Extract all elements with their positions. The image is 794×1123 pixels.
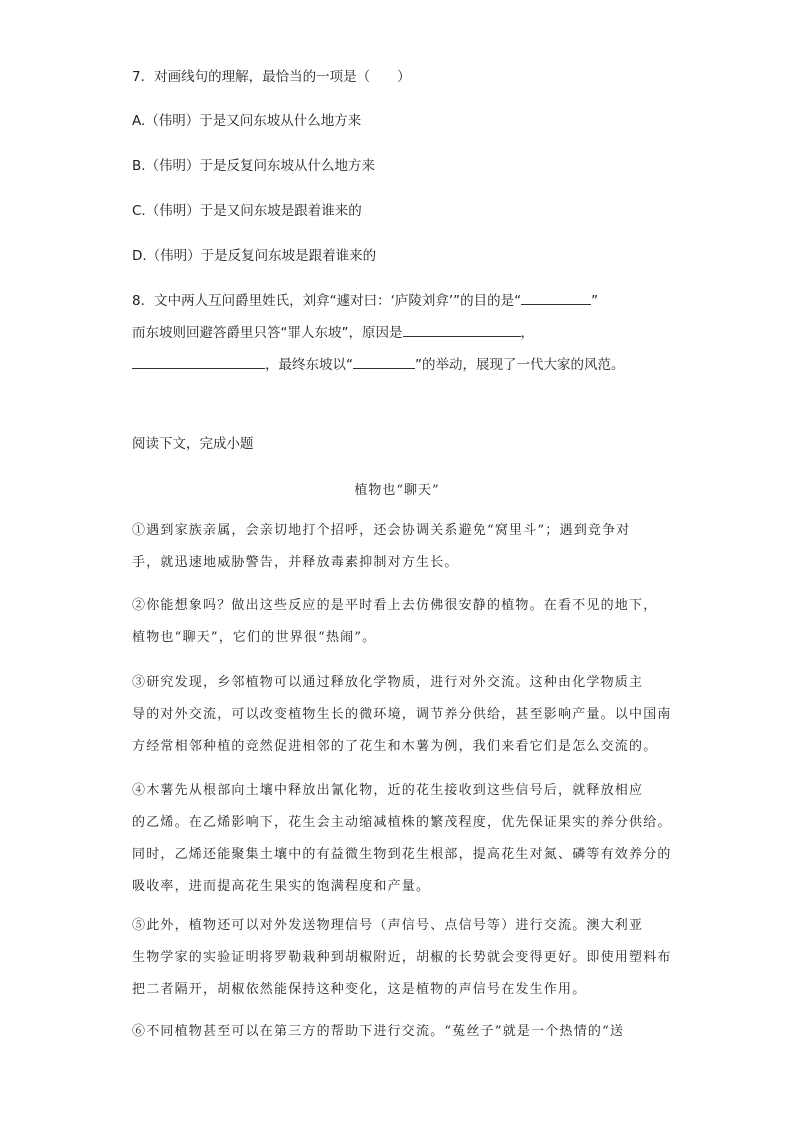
q7-stem: 7．对画线句的理解，最恰当的一项是（ ）	[132, 69, 411, 85]
paragraph-line: 同时，乙烯还能聚集土壤中的有益微生物到花生根部，提高花生对氮、磷等有效养分的	[132, 847, 672, 862]
paragraph-line: 导的对外交流，可以改变植物生长的微环境，调节养分供给，甚至影响产量。以中国南	[132, 707, 672, 722]
paragraph-5	[132, 916, 672, 1012]
q8-line3-text: ，最终东坡以“	[265, 357, 353, 373]
q8-blank-2[interactable]	[403, 322, 521, 337]
q8-line-2	[132, 322, 534, 343]
paragraph-line: ④木薯先从根部向土壤中释放出氰化物，近的花生接收到这些信号后，就释放相应	[132, 783, 644, 798]
paragraph-6	[132, 1022, 666, 1054]
q7-option-b: B.（伟明）于是反复问东坡从什么地方来	[132, 158, 376, 174]
paragraph-line: 植物也“聊天”，它们的世界很“热闹”。	[132, 630, 377, 645]
paragraph-line: 的乙烯。在乙烯影响下，花生会主动缩减植株的繁茂程度，优先保证果实的养分供给。	[132, 815, 672, 830]
q8-blank-1[interactable]	[521, 290, 591, 305]
paragraph-4	[132, 781, 672, 909]
paragraph-line: ②你能想象吗？做出这些反应的是平时看上去仿佛很安静的植物。在看不见的地下，	[132, 598, 658, 613]
paragraph-2	[132, 596, 666, 660]
q8-line-3	[132, 354, 625, 375]
q8-line1-text: 8．文中两人互问爵里姓氏，刘弇“遽对曰：‘庐陵刘弇’”的目的是“	[132, 293, 522, 309]
paragraph-line: 方经常相邻种植的竞然促进相邻的了花生和木薯为例，我们来看它们是怎么交流的。	[132, 739, 658, 754]
paragraph-line: 吸收率，进而提高花生果实的饱满程度和产量。	[132, 879, 431, 894]
paragraph-line: ⑤此外，植物还可以对外发送物理信号（声信号、点信号等）进行交流。澳大利亚	[132, 918, 644, 933]
q7-option-c: C.（伟明）于是又问东坡是跟着谁来的	[132, 203, 362, 219]
paragraph-line: 手，就迅速地威胁警告，并释放毒素抑制对方生长。	[132, 555, 459, 570]
q8-line3-end: ”的举动，展现了一代大家的风范。	[415, 357, 625, 373]
paragraph-3	[132, 673, 672, 769]
paragraph-line: ③研究发现，乡邻植物可以通过释放化学物质，进行对外交流。这种由化学物质主	[132, 675, 644, 690]
q8-blank-4[interactable]	[353, 354, 415, 369]
reading-intro: 阅读下文，完成小题	[132, 436, 254, 452]
q8-line-1	[132, 290, 598, 311]
q8-blank-3[interactable]	[132, 354, 265, 369]
paragraph-line: ①遇到家族亲属，会亲切地打个招呼，还会协调关系避免“窝里斗”；遇到竞争对	[132, 523, 631, 538]
paragraph-line: 生物学家的实验证明将罗勒栽种到胡椒附近，胡椒的长势就会变得更好。即使用塑料布	[132, 950, 672, 965]
q7-option-d: D.（伟明）于是反复问东坡是跟着谁来的	[132, 248, 377, 264]
q8-line1-close: ”	[591, 293, 599, 309]
article-title: 植物也“聊天”	[354, 483, 440, 498]
q8-line2-comma: ，	[520, 325, 534, 341]
q7-option-a: A.（伟明）于是又问东坡从什么地方来	[132, 113, 362, 129]
paragraph-line: 把二者隔开，胡椒依然能保持这种变化，这是植物的声信号在发生作用。	[132, 982, 587, 997]
paragraph-line: ⑥不同植物甚至可以在第三方的帮助下进行交流。“菟丝子”就是一个热情的“送	[132, 1024, 625, 1039]
q8-line2-text: 而东坡则回避答爵里只答“罪人东坡”，原因是	[132, 325, 403, 341]
paragraph-1	[132, 521, 666, 585]
